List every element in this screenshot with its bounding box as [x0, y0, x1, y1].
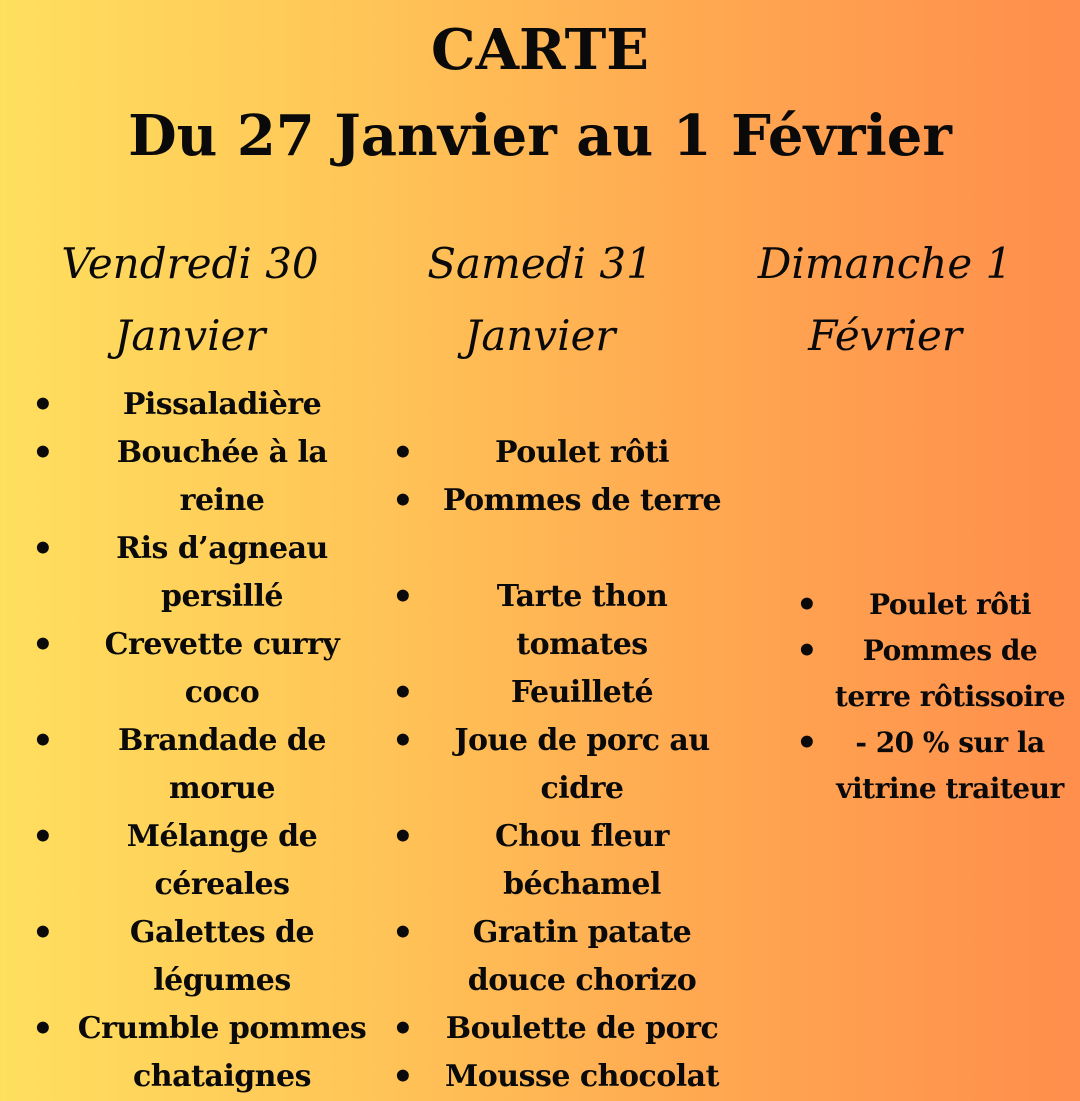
menu-item: • Galettes de légumes: [74, 909, 370, 1005]
menu-item: • Crevette curry coco: [74, 621, 370, 717]
menu-item: • Brandade de morue: [74, 717, 370, 813]
day-heading-dimanche: [720, 228, 1050, 372]
menu-item: • Boulette de porc: [428, 1005, 736, 1053]
day-heading-vendredi: [30, 228, 350, 372]
menu-item: • Tarte thon tomates: [428, 573, 736, 669]
menu-item: • Bouchée à la reine: [74, 429, 370, 525]
menu-item: • Gratin patate douce chorizo: [428, 909, 736, 1005]
date-range-subtitle: Du 27 Janvier au 1 Février: [128, 103, 952, 169]
page-title: CARTE: [431, 17, 649, 83]
menu-item: • Pissaladière: [74, 381, 370, 429]
menu-item: • Mousse chocolat: [428, 1053, 736, 1101]
menu-list-samedi: [428, 429, 736, 1101]
day-heading-line1: Samedi 31: [427, 239, 653, 288]
menu-item: • Mélange de céreales: [74, 813, 370, 909]
day-heading-samedi: [380, 228, 700, 372]
menu-item: • - 20 % sur la vitrine traiteur: [826, 720, 1074, 812]
menu-item: • Ris d’agneau persillé: [74, 525, 370, 621]
day-heading-line2: Février: [808, 311, 962, 360]
day-heading-line2: Janvier: [464, 311, 616, 360]
menu-item: • Pommes de terre rôtissoire: [826, 628, 1074, 720]
day-heading-line2: Janvier: [114, 311, 266, 360]
menu-item: • Poulet rôti: [826, 582, 1074, 628]
menu-item: • Poulet rôti: [428, 429, 736, 477]
menu-item: • Joue de porc au cidre: [428, 717, 736, 813]
day-heading-line1: Dimanche 1: [757, 239, 1013, 288]
day-heading-line1: Vendredi 30: [61, 239, 319, 288]
menu-item: • Pommes de terre: [428, 477, 736, 525]
menu-list-vendredi: [74, 381, 370, 1101]
menu-list-dimanche: [826, 582, 1074, 812]
menu-item: • Crumble pommes chataignes: [74, 1005, 370, 1101]
menu-item: • Chou fleur béchamel: [428, 813, 736, 909]
menu-item: • Feuilleté: [428, 669, 736, 717]
